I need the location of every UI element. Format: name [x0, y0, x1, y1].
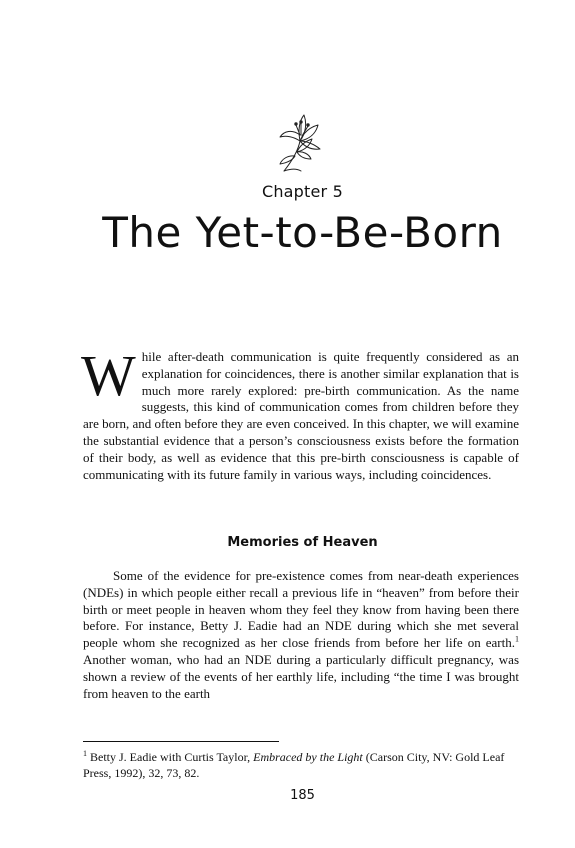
chapter-label: Chapter 5 [261, 182, 344, 201]
footnote-book-title: Embraced by the Light [253, 750, 363, 764]
body-text-part1: Some of the evidence for pre-existence comes from near-death experiences (NDEs) in which people either recall a previous life in “heaven” from before their birth or meet people in heaven whom they feel they know from having been there before. For instance, Betty J. Eadie had an NDE during which she met several people whom she recognized as her close friends from before her life on earth. [83, 568, 519, 651]
body-paragraph [83, 568, 519, 702]
drop-cap: W [81, 343, 136, 408]
page-number: 185 [290, 788, 315, 803]
footnote-number: 1 [83, 749, 87, 758]
intro-text: hile after-death communication is quite frequently considered as an explanation for coincidences, there is another similar explanation that is much more rarely explored: pre-birth communication. As the name suggests, this kind of communication comes from children before they are born, and often before they are even conceived. In this chapter, we will examine the substantial evidence that a person’s consciousness exists before the formation of their body, as well as evidence that this pre-birth consciousness is capable of communicating with its future family in various ways, including coincidences. [83, 349, 519, 482]
body-text-part2: Another woman, who had an NDE during a particularly difficult pregnancy, was shown a review of the events of her earthly life, including “the time I was brought from heaven to the earth [83, 651, 519, 701]
footnote-author: Betty J. Eadie with Curtis Taylor, [90, 750, 254, 764]
footnote [83, 749, 519, 781]
lily-flower-icon [270, 111, 330, 173]
chapter-title: The Yet-to-Be-Born [102, 208, 503, 257]
footnote-details: (Carson City, NV: Gold Leaf Press, 1992), 32, 73, 82. [83, 750, 505, 780]
intro-paragraph [81, 343, 519, 483]
footnote-divider [83, 741, 279, 742]
section-heading: Memories of Heaven [227, 535, 378, 550]
footnote-reference[interactable]: 1 [515, 634, 519, 644]
